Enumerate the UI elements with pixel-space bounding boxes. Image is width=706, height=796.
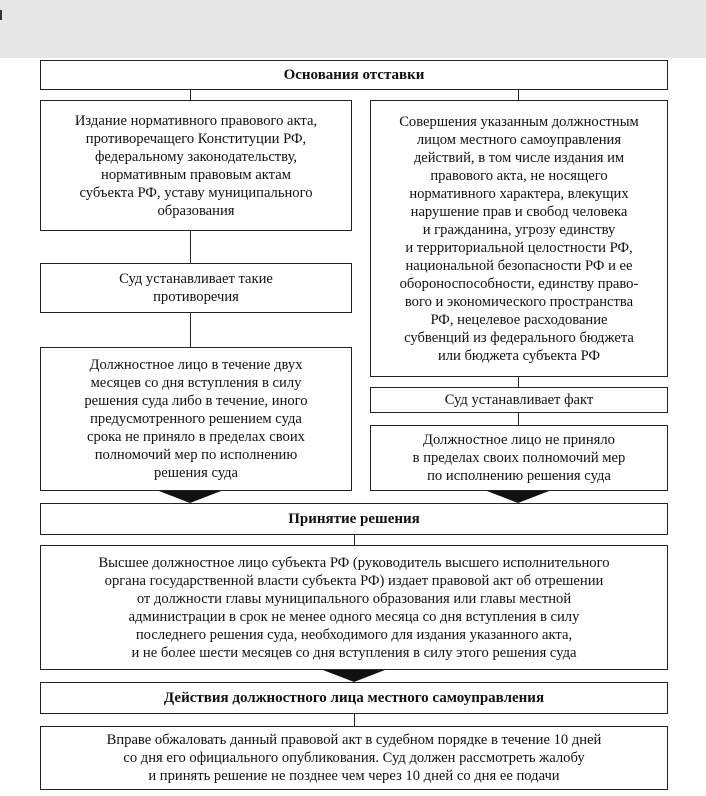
left-failure-box: Должностное лицо в течение двух месяцев со дня вступления в силу решения суда либо в течение, иного предусмотренного решением суда срока не приняло в пределах своих полномочий мер по исполнению решения суда bbox=[40, 347, 352, 491]
left-court-box: Суд устанавливает такие противоречия bbox=[40, 263, 352, 313]
left-ground-box: Издание нормативного правового акта, противоречащего Конституции РФ, федеральному законодательству, нормативным правовым актам субъекта РФ, уставу муниципального образования bbox=[40, 100, 352, 231]
connector-header-right bbox=[518, 90, 519, 100]
decision-text-box: Высшее должностное лицо субъекта РФ (руководитель высшего исполнительного органа государственной власти субъекта РФ) издает правовой акт об отрешении от должности главы муниципального образования или главы местной администрации в срок не менее одного месяца со дня вступления в силу последнего решения суда, необходимого для издания указанного акта, и не более шести месяцев со дня вступления в силу этого решения суда bbox=[40, 545, 668, 670]
connector-left-1 bbox=[190, 231, 191, 263]
connector-right-1 bbox=[518, 377, 519, 387]
decision-header: Принятие решения bbox=[40, 503, 668, 535]
connector-decision bbox=[354, 535, 355, 545]
connector-actions bbox=[354, 714, 355, 726]
arrow-decision-down bbox=[323, 670, 385, 682]
arrow-right-down bbox=[487, 491, 549, 503]
actions-header: Действия должностного лица местного самоуправления bbox=[40, 682, 668, 714]
connector-left-2 bbox=[190, 313, 191, 347]
arrow-left-down bbox=[159, 491, 221, 503]
right-failure-box: Должностное лицо не приняло в пределах своих полномочий мер по исполнению решения суда bbox=[370, 425, 668, 491]
right-ground-box: Совершения указанным должностным лицом местного самоуправления действий, в том числе издания им правового акта, не носящего нормативного характера, влекущих нарушение прав и свобод человека и гражданина, угрозу единству и территориальной целостности РФ, национальной безопасности РФ и ее обороноспособности, единству право- вого и экономического пространства РФ, нецелевое расходование субвенций из федерального бюджета или бюджета субъекта РФ bbox=[370, 100, 668, 377]
grounds-header: Основания отставки bbox=[40, 60, 668, 90]
actions-text-box: Вправе обжаловать данный правовой акт в судебном порядке в течение 10 дней со дня его официального опубликования. Суд должен рассмотреть жалобу и принять решение не позднее чем через 10 дней со дня ее подачи bbox=[40, 726, 668, 790]
connector-right-2 bbox=[518, 413, 519, 425]
right-court-box: Суд устанавливает факт bbox=[370, 387, 668, 413]
connector-header-left bbox=[190, 90, 191, 100]
top-band-edge-mark bbox=[0, 10, 2, 20]
top-band bbox=[0, 0, 706, 58]
